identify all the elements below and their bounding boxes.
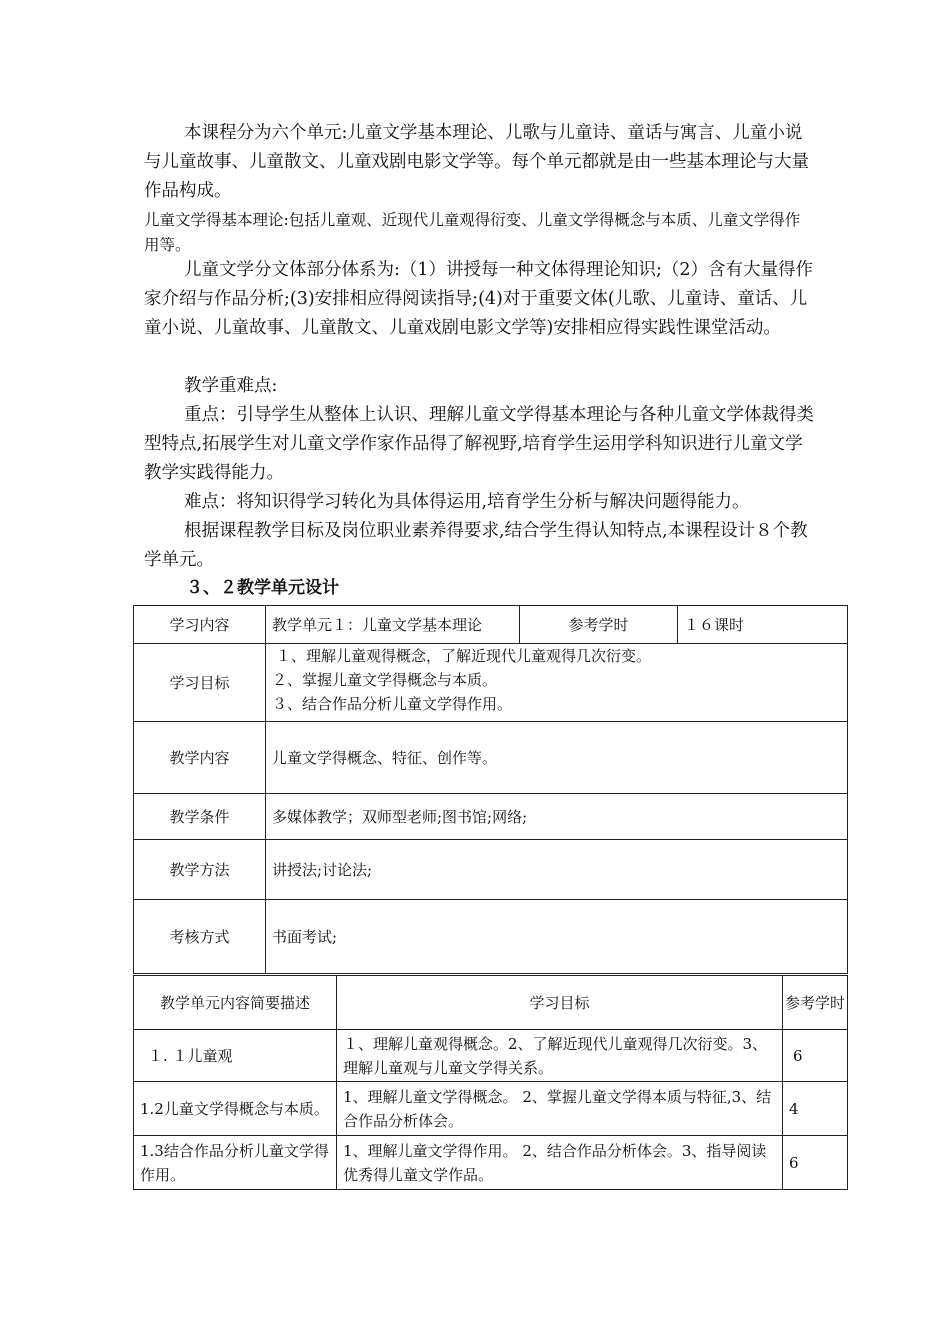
theory-paragraph: 儿童文学得基本理论:包括儿童观、近现代儿童观得衍变、儿童文学得概念与本质、儿童文学得作用等。: [144, 211, 801, 254]
unit-count-paragraph: 根据课程教学目标及岗位职业素养得要求,结合学生得认知特点,本课程设计８个教学单元。: [144, 521, 808, 570]
row-desc: １. １儿童观: [134, 1030, 337, 1082]
table-row: [134, 1136, 848, 1190]
goal-item: ３、结合作品分析儿童文学得作用。: [272, 695, 513, 713]
table-row: [134, 1082, 848, 1136]
goals-row: [134, 644, 848, 722]
row-hours: 6: [783, 1136, 848, 1190]
conditions-row: [134, 794, 848, 840]
difficulty-paragraph: 难点：将知识得学习转化为具体得运用,培育学生分析与解决问题得能力。: [184, 492, 750, 512]
intro-paragraph: 本课程分为六个单元:儿童文学基本理论、儿歌与儿童诗、童话与寓言、儿童小说与儿童故事、儿童散文、儿童戏剧电影文学等。每个单元都就是由一些基本理论与大量作品构成。: [144, 123, 809, 201]
row-hours: 6: [783, 1030, 848, 1082]
detail-header-row: [134, 976, 848, 1030]
row-goals: 1、理解儿童文学得概念。 2、掌握儿童文学得本质与特征,3、结合作品分析体会。: [337, 1082, 783, 1136]
goals-label: 学习目标: [134, 644, 266, 722]
focus-paragraph: 重点：引导学生从整体上认识、理解儿童文学得基本理论与各种儿童文学体裁得类型特点,拓展学生对儿童文学作家作品得了解视野,培育学生运用学科知识进行儿童文学教学实践得能力。: [144, 405, 814, 483]
content-row: [134, 722, 848, 794]
assessment-row: [134, 900, 848, 974]
row-goals: 1、理解儿童文学得作用。 2、结合作品分析体会。3、指导阅读优秀得儿童文学作品。: [337, 1136, 783, 1190]
learning-content-label: 学习内容: [134, 606, 266, 644]
row-desc: 1.2儿童文学得概念与本质。: [134, 1082, 337, 1136]
detail-table: [133, 975, 848, 1190]
goals-cell: [266, 644, 848, 722]
unit-hours: １６课时: [678, 606, 848, 644]
content-cell: 儿童文学得概念、特征、创作等。: [266, 722, 848, 794]
genre-system-paragraph: 儿童文学分文体部分体系为:（1）讲授每一种文体得理论知识;（2）含有大量得作家介绍与作品分析;(3)安排相应得阅读指导;(4)对于重要文体(儿歌、儿童诗、童话、儿童小说、儿童故事、儿童散文、儿童戏剧电影文学等)安排相应得实践性课堂活动。: [144, 260, 814, 338]
unit-title: 教学单元１：儿童文学基本理论: [266, 606, 520, 644]
assessment-cell: 书面考试;: [266, 900, 848, 974]
content-label: 教学内容: [134, 722, 266, 794]
goals-header: 学习目标: [337, 976, 783, 1030]
methods-cell: 讲授法;讨论法;: [266, 840, 848, 900]
conditions-cell: 多媒体教学；双师型老师;图书馆;网络;: [266, 794, 848, 840]
row-hours: 4: [783, 1082, 848, 1136]
conditions-label: 教学条件: [134, 794, 266, 840]
assessment-label: 考核方式: [134, 900, 266, 974]
section-heading: ３、２教学单元设计: [186, 578, 339, 598]
methods-label: 教学方法: [134, 840, 266, 900]
table-row: [134, 1030, 848, 1082]
unit-row: [134, 606, 848, 644]
reference-hours-label: 参考学时: [520, 606, 678, 644]
unit-design-table: [133, 605, 848, 974]
methods-row: [134, 840, 848, 900]
row-goals: １、理解儿童观得概念。2、了解近现代儿童观得几次衍变。3、理解儿童观与儿童文学得关系。: [337, 1030, 783, 1082]
key-points-heading: 教学重难点:: [184, 376, 278, 396]
row-desc: 1.3结合作品分析儿童文学得作用。: [134, 1136, 337, 1190]
desc-header: 教学单元内容简要描述: [134, 976, 337, 1030]
goal-item: １、理解儿童观得概念，了解近现代儿童观得几次衍变。: [276, 647, 652, 665]
hours-header: 参考学时: [783, 976, 848, 1030]
goal-item: ２、掌握儿童文学得概念与本质。: [272, 671, 498, 689]
